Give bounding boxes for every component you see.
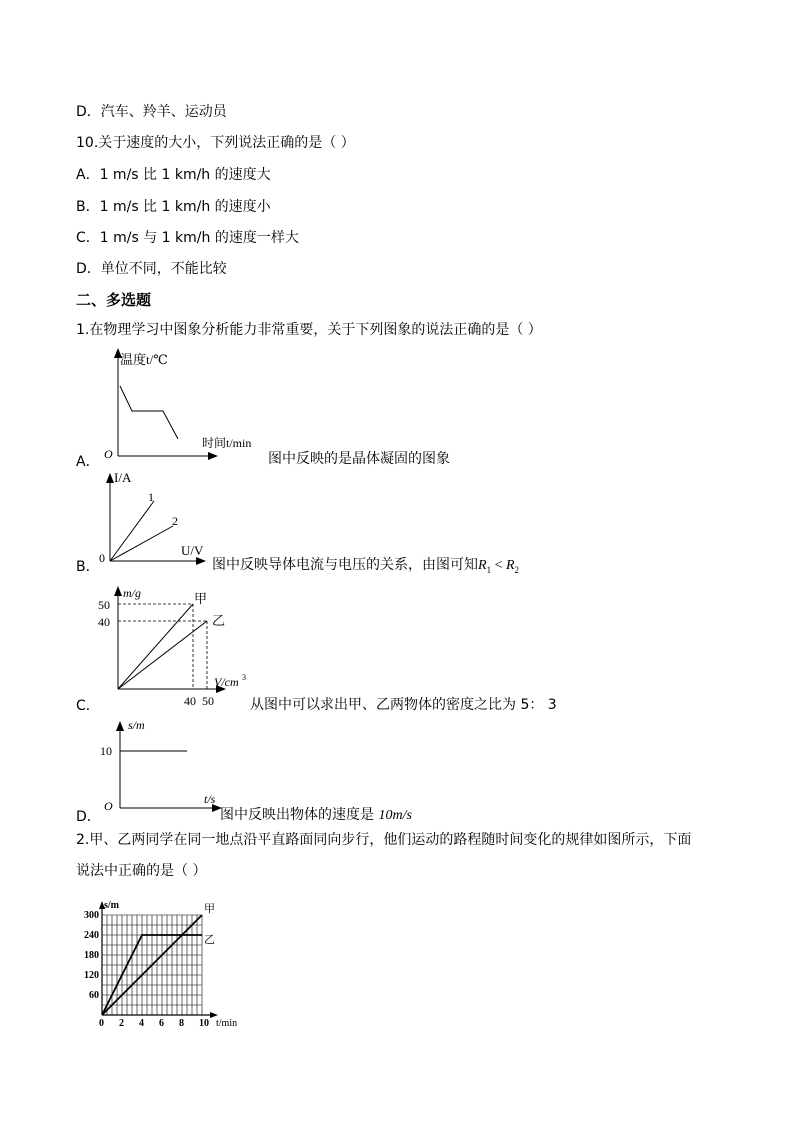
chart-b-line-2 bbox=[110, 526, 173, 561]
mq1-option-c-caption: 从图中可以求出甲、乙两物体的密度之比为 5： 3 bbox=[250, 697, 557, 713]
mq1-option-a-label: A． bbox=[76, 454, 100, 470]
q10-option-c: C．1 m/s 与 1 km/h 的速度一样大 bbox=[76, 230, 299, 246]
q10-stem: 10.关于速度的大小，下列说法正确的是（ ） bbox=[76, 135, 355, 151]
q9-option-d: D．汽车、羚羊、运动员 bbox=[76, 104, 227, 120]
distance-time-chart bbox=[72, 895, 252, 1035]
x-tick-label: 2 bbox=[119, 1018, 124, 1029]
section-title: 二、多选题 bbox=[76, 291, 152, 309]
chart-a bbox=[100, 346, 270, 468]
mq1-stem: 1.在物理学习中图象分析能力非常重要，关于下列图象的说法正确的是（ ） bbox=[76, 322, 542, 338]
chart-c-xtick-40: 40 bbox=[184, 694, 196, 708]
x-tick-label: 0 bbox=[99, 1018, 104, 1029]
chart-b-line-2-label: 2 bbox=[172, 514, 178, 528]
q10-option-a: A．1 m/s 比 1 km/h 的速度大 bbox=[76, 167, 271, 183]
caption-d-value: 10m/s bbox=[378, 808, 412, 823]
q10-option-b: B．1 m/s 比 1 km/h 的速度小 bbox=[76, 199, 271, 215]
chart-b-line-1 bbox=[110, 501, 154, 561]
chart-c-xtick-50: 50 bbox=[202, 694, 214, 708]
caption-b-r1: R bbox=[478, 558, 487, 573]
chart-d-ylabel: s/m bbox=[128, 718, 145, 732]
series-label-yi: 乙 bbox=[204, 934, 215, 946]
chart-c-line-yi bbox=[118, 621, 207, 689]
mq1-option-d-caption bbox=[220, 804, 412, 824]
chart-a-x-arrow bbox=[208, 452, 218, 460]
chart-b-origin: 0 bbox=[99, 551, 105, 565]
chart-c-ytick-40: 40 bbox=[98, 615, 110, 629]
chart-c-xlabel-sup: 3 bbox=[242, 673, 246, 682]
chart-series bbox=[102, 902, 215, 1015]
y-tick-label: 60 bbox=[89, 990, 99, 1001]
caption-b-r2: R bbox=[505, 558, 515, 573]
chart-d-y-arrow bbox=[116, 721, 124, 731]
mq1-option-b-caption bbox=[212, 554, 519, 575]
caption-b-r2-sub: 2 bbox=[514, 564, 520, 575]
chart-c-label-jia: 甲 bbox=[194, 591, 208, 606]
series-label-jia: 甲 bbox=[204, 903, 215, 915]
mq1-option-d-label: D． bbox=[76, 809, 101, 825]
chart-a-ylabel: 温度t/℃ bbox=[120, 352, 168, 367]
caption-b-prefix: 图中反映导体电流与电压的关系，由图可知 bbox=[212, 557, 478, 573]
chart-c bbox=[96, 582, 256, 710]
chart-d-xlabel: t/s bbox=[204, 792, 216, 806]
mq1-option-c-label: C． bbox=[76, 698, 100, 714]
chart-b-ylabel: I/A bbox=[114, 470, 132, 485]
chart-c-ytick-50: 50 bbox=[98, 598, 110, 612]
chart-b-line-1-label: 1 bbox=[148, 490, 154, 504]
chart-ylabel: s/m bbox=[104, 900, 119, 911]
y-tick-label: 180 bbox=[84, 950, 99, 961]
chart-b bbox=[96, 469, 216, 565]
mq2-stem-line2: 说法中正确的是（ ） bbox=[76, 863, 207, 879]
caption-d-prefix: 图中反映出物体的速度是 bbox=[220, 807, 379, 823]
mq1-option-b-label: B． bbox=[76, 559, 100, 575]
chart-d bbox=[96, 717, 236, 817]
x-tick-label: 8 bbox=[179, 1018, 184, 1029]
chart-c-label-yi: 乙 bbox=[212, 613, 226, 628]
chart-b-y-arrow bbox=[106, 473, 114, 483]
chart-b-x-arrow bbox=[196, 557, 206, 565]
caption-b-lt: < bbox=[491, 558, 506, 573]
y-tick-label: 300 bbox=[84, 910, 99, 921]
y-tick-label: 120 bbox=[84, 970, 99, 981]
q10-option-d: D．单位不同，不能比较 bbox=[76, 261, 227, 277]
mq2-stem-line1: 2.甲、乙两同学在同一地点沿平直路面同向步行，他们运动的路程随时间变化的规律如图所示，下面 bbox=[76, 832, 692, 848]
chart-a-xlabel: 时间t/min bbox=[202, 436, 252, 450]
chart-c-line-jia bbox=[118, 604, 193, 689]
x-tick-label: 4 bbox=[139, 1018, 144, 1029]
chart-d-ytick: 10 bbox=[100, 744, 112, 758]
chart-c-xlabel: V/cm bbox=[214, 675, 239, 689]
chart-c-y-arrow bbox=[114, 586, 122, 596]
chart-a-curve bbox=[120, 386, 178, 439]
y-tick-label: 240 bbox=[84, 930, 99, 941]
chart-b-xlabel: U/V bbox=[181, 543, 204, 558]
chart-a-origin: O bbox=[104, 447, 113, 461]
x-tick-label: 6 bbox=[159, 1018, 164, 1029]
chart-xlabel: t/min bbox=[216, 1018, 238, 1029]
chart-c-ylabel: m/g bbox=[123, 586, 141, 600]
caption-b-r1-sub: 1 bbox=[486, 564, 492, 575]
mq1-option-a-caption: 图中反映的是晶体凝固的图象 bbox=[268, 451, 450, 467]
chart-d-origin: O bbox=[104, 799, 113, 813]
x-tick-label: 10 bbox=[199, 1018, 209, 1029]
